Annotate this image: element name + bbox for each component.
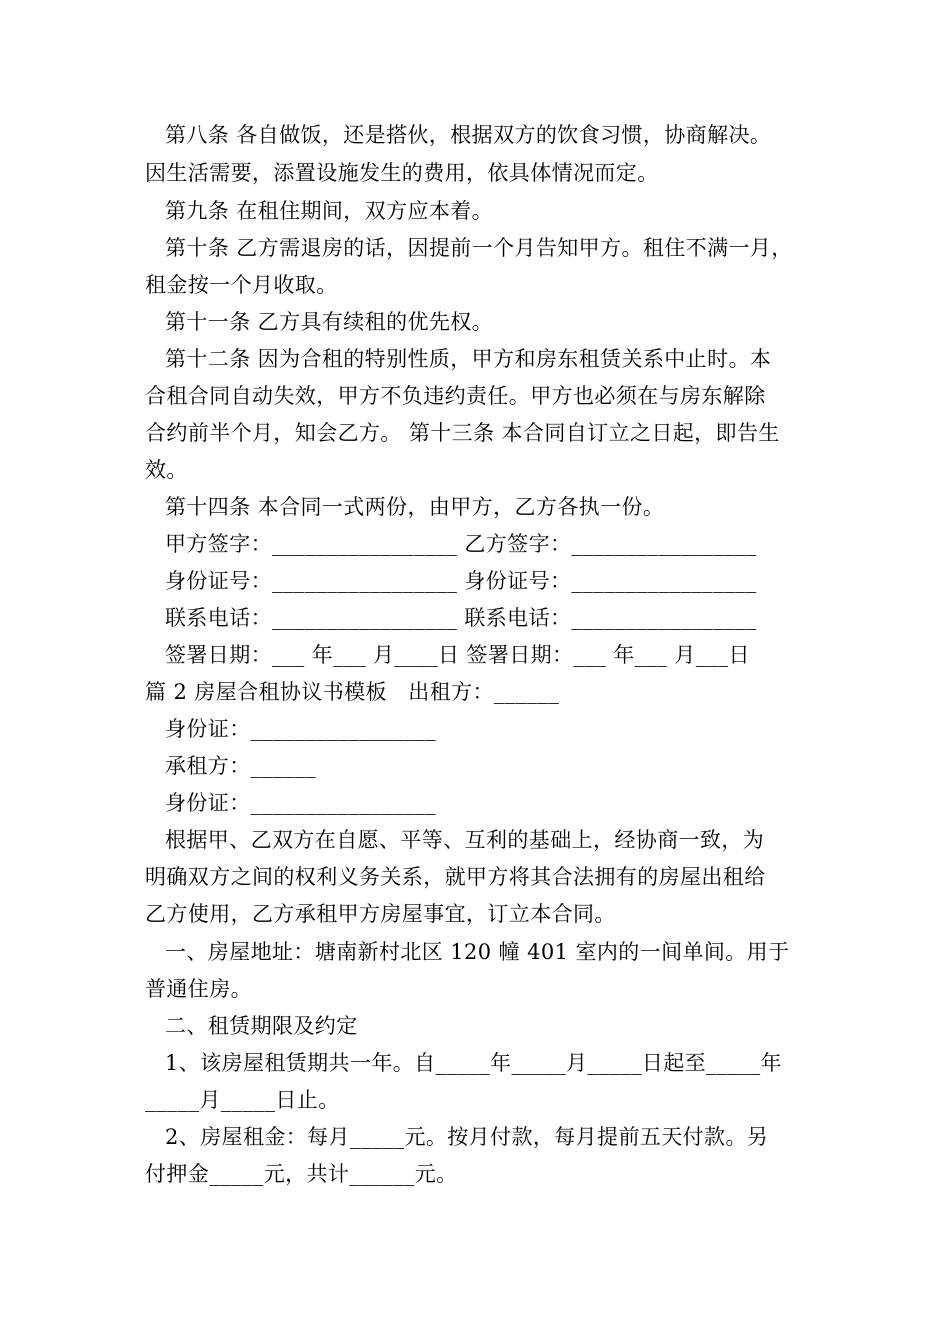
phone-line: 联系电话：_________________ 联系电话：_________________ (165, 606, 757, 630)
text-line: 一、房屋地址：塘南新村北区 120 幢 401 室内的一间单间。用于 (165, 940, 790, 964)
text-line: 第十四条 本合同一式两份，由甲方，乙方各执一份。 (165, 495, 665, 519)
text-line: 身份证：_________________ (165, 717, 436, 741)
text-line: 身份证：_________________ (165, 791, 436, 815)
text-line: 乙方使用，乙方承租甲方房屋事宜，订立本合同。 (145, 902, 616, 926)
text-line: 普通住房。 (145, 977, 252, 1001)
text-line: 租金按一个月收取。 (145, 273, 338, 297)
text-line: 根据甲、乙双方在自愿、平等、互利的基础上，经协商一致，为 (165, 828, 765, 852)
text-line: 第十条 乙方需退房的话，因提前一个月告知甲方。租住不满一月， (165, 236, 793, 260)
text-line: 合约前半个月，知会乙方。 第十三条 本合同自订立之日起，即告生 (145, 421, 780, 445)
section-heading: 篇 2 房屋合租协议书模板 出租方：______ (145, 680, 560, 704)
text-line: 第八条 各自做饭，还是搭伙，根据双方的饮食习惯，协商解决。 (165, 123, 772, 147)
text-line: 2、房屋租金：每月_____元。按月付款，每月提前五天付款。另 (165, 1125, 769, 1149)
text-line: 承租方：______ (165, 754, 316, 778)
text-line: 第十一条 乙方具有续租的优先权。 (165, 310, 494, 334)
text-line: 第九条 在租住期间，双方应本着。 (165, 199, 494, 223)
text-line: 付押金_____元，共计______元。 (145, 1162, 458, 1186)
text-line: 二、租赁期限及约定 (165, 1014, 358, 1038)
sign-date-line: 签署日期：___ 年___ 月____日 签署日期：___ 年___ 月___日 (165, 643, 750, 667)
id-number-line: 身份证号：_________________ 身份证号：_________________ (165, 569, 757, 593)
signature-line: 甲方签字：_________________ 乙方签字：_________________ (165, 532, 757, 556)
text-line: 1、该房屋租赁期共一年。自_____年_____月_____日起至_____年 (165, 1051, 782, 1075)
text-line: 明确双方之间的权利义务关系，就甲方将其合法拥有的房屋出租给 (145, 865, 766, 889)
text-line: 因生活需要，添置设施发生的费用，依具体情况而定。 (145, 161, 659, 185)
text-line: 第十二条 因为合租的特别性质，甲方和房东租赁关系中止时。本 (165, 347, 772, 371)
text-line: 合租合同自动失效，甲方不负违约责任。甲方也必须在与房东解除 (145, 384, 766, 408)
text-line: 效。 (145, 458, 188, 482)
text-line: _____月_____日止。 (145, 1088, 340, 1112)
